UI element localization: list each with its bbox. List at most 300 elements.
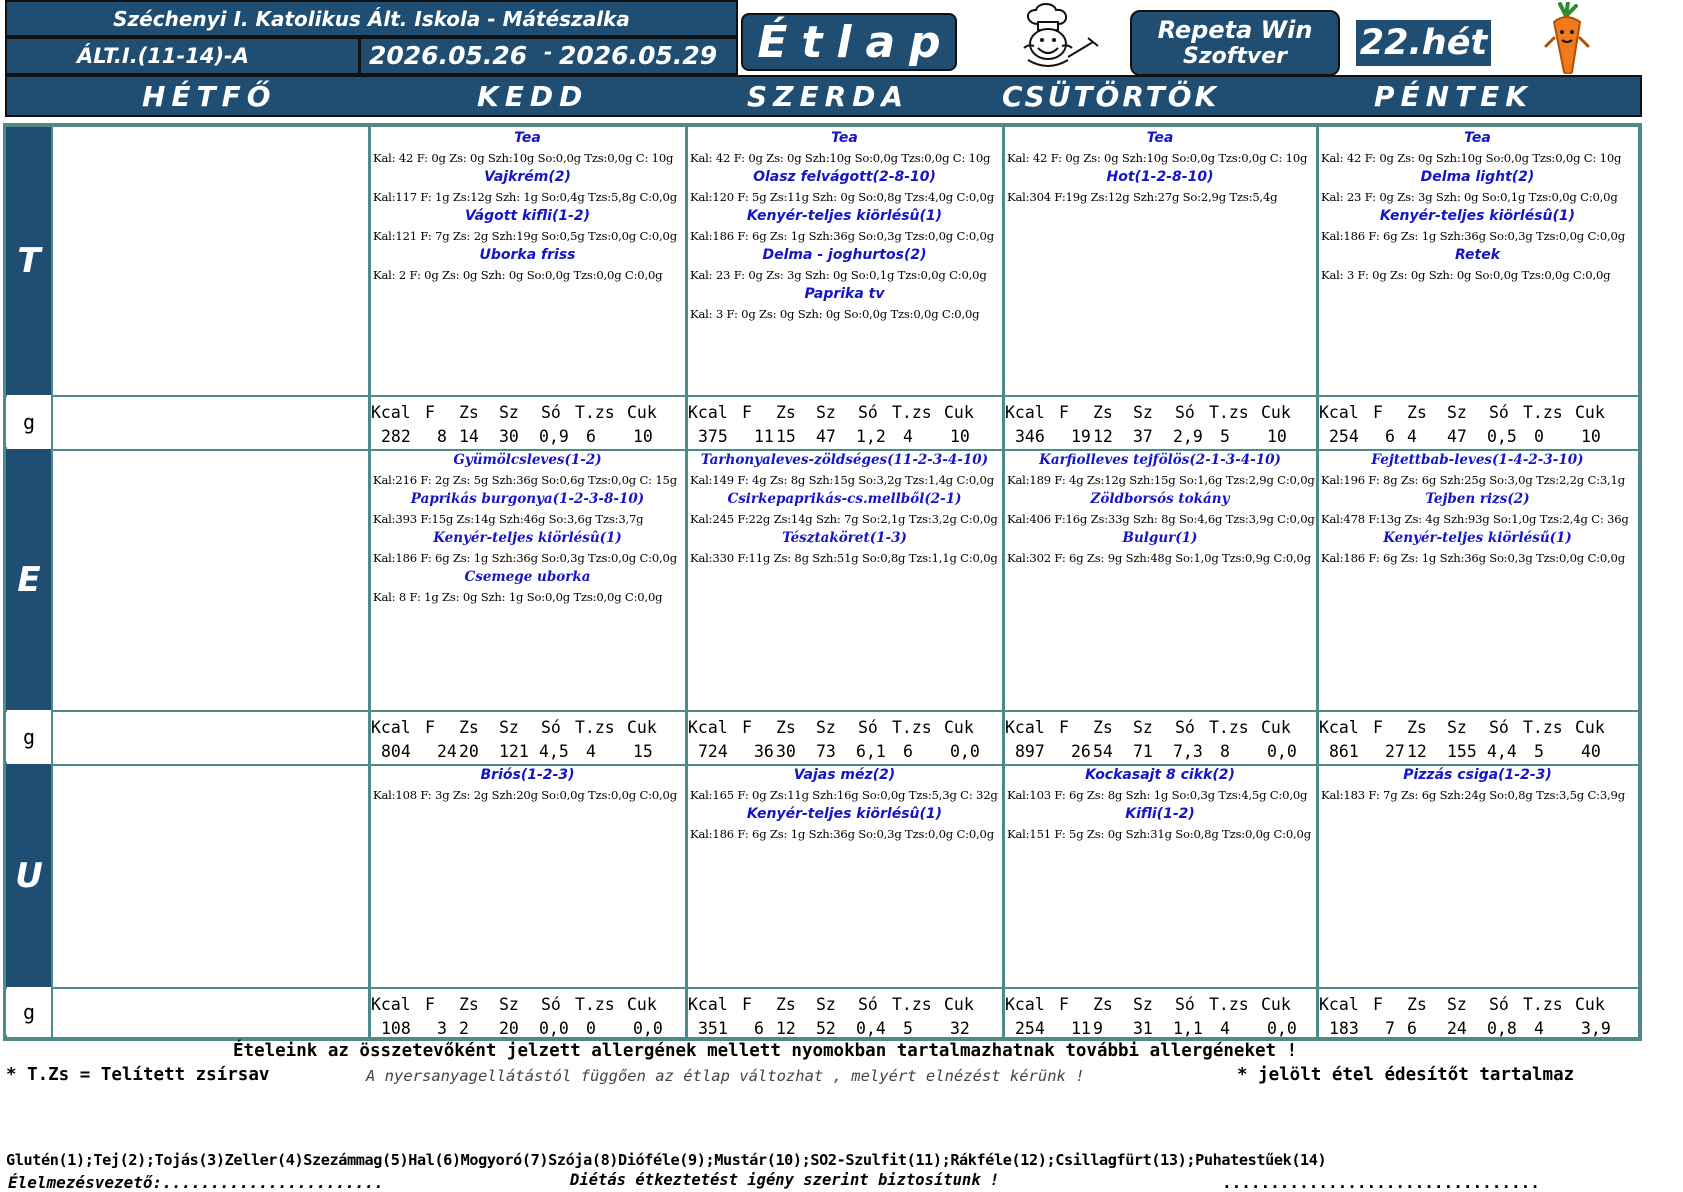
- totals-value-cell: 724: [698, 742, 728, 761]
- dish-name: Retek: [1454, 247, 1501, 263]
- totals-header-cell: T.zs: [1523, 995, 1563, 1014]
- totals-value-cell: 27: [1385, 742, 1405, 761]
- week-box: [1356, 20, 1491, 66]
- day-menu-cell: [371, 127, 684, 395]
- nutrition-info: Kal:108 F: 3g Zs: 2g Szh:20g So:0,0g Tzs:0,0g C:0,0g: [373, 788, 677, 802]
- totals-value-cell: 861: [1329, 742, 1359, 761]
- diet-note: Diétás étkeztetést igény szerint biztosítunk !: [570, 1171, 1000, 1189]
- dish-name: Kenyér-teljes kiörlésű(1): [1383, 530, 1572, 546]
- totals-header-row: [1319, 401, 1636, 425]
- totals-value-cell: 0,8: [1487, 1019, 1517, 1038]
- daily-totals: [1319, 401, 1636, 449]
- totals-value-cell: 0,5: [1487, 427, 1517, 446]
- nutrition-info: Kal:186 F: 6g Zs: 1g Szh:36g So:0,3g Tzs:0,0g C:0,0g: [690, 229, 994, 243]
- menu-item: [688, 246, 1001, 285]
- totals-header-cell: Kcal: [1005, 403, 1045, 422]
- totals-value-cell: 375: [698, 427, 728, 446]
- totals-header-row: [1319, 993, 1636, 1017]
- totals-value-cell: 31: [1133, 1019, 1153, 1038]
- menu-item: [1319, 246, 1636, 285]
- totals-header-cell: F: [425, 718, 435, 737]
- totals-header-cell: Zs: [1093, 718, 1113, 737]
- totals-header-cell: T.zs: [575, 718, 615, 737]
- dish-name: Kenyér-teljes kiörlésû(1): [433, 530, 622, 546]
- dish-name: Kenyér-teljes kiörlésû(1): [746, 806, 943, 822]
- column-divider: [51, 127, 53, 1037]
- dish-name: Tea: [1146, 130, 1174, 146]
- totals-value-cell: 5: [903, 1019, 913, 1038]
- allergen-list: Glutén(1);Tej(2);Tojás(3)Zeller(4)Szezámmag(5)Hal(6)Mogyoró(7)Szója(8)Dióféle(9);Mustár(10);SO2-Szulfit(11);Rákféle(12);Csillagfürt(13);Puhatestűek(14): [6, 1151, 1327, 1169]
- nutrition-info: Kal:121 F: 7g Zs: 2g Szh:19g So:0,5g Tzs:0,0g C:0,0g: [373, 229, 677, 243]
- totals-value-row: [688, 1017, 1001, 1041]
- menu-item: [688, 129, 1001, 168]
- nutrition-info: Kal: 3 F: 0g Zs: 0g Szh: 0g So:0,0g Tzs:0,0g C:0,0g: [690, 307, 980, 321]
- menu-item: [688, 766, 1001, 805]
- menu-item: [1005, 451, 1315, 490]
- day-header-bar: [5, 75, 1642, 117]
- column-divider: [368, 127, 371, 1037]
- dish-name: Paprika tv: [804, 286, 885, 302]
- nutrition-info: Kal:330 F:11g Zs: 8g Szh:51g So:0,8g Tzs:1,1g C:0,0g: [690, 551, 998, 565]
- day-menu-cell: [1005, 127, 1315, 395]
- dish-name: Kifli(1-2): [1125, 806, 1195, 822]
- totals-header-cell: T.zs: [1209, 718, 1249, 737]
- totals-value-cell: 0,0: [1267, 1019, 1297, 1038]
- totals-header-row: [371, 993, 684, 1017]
- dish-name: Olasz felvágott(2-8-10): [753, 169, 936, 185]
- totals-value-row: [1005, 1017, 1315, 1041]
- day-menu-cell: [1319, 764, 1636, 987]
- day-menu-cell: [1005, 449, 1315, 710]
- nutrition-info: Kal:117 F: 1g Zs:12g Szh: 1g So:0,4g Tzs:5,8g C:0,0g: [373, 190, 677, 204]
- totals-value-cell: 47: [1447, 427, 1467, 446]
- totals-value-cell: 54: [1093, 742, 1113, 761]
- totals-header-cell: T.zs: [575, 403, 615, 422]
- totals-value-cell: 351: [698, 1019, 728, 1038]
- menu-item: [1319, 168, 1636, 207]
- totals-value-cell: 19: [1071, 427, 1091, 446]
- totals-header-cell: Sz: [499, 718, 519, 737]
- totals-header-cell: Kcal: [371, 995, 411, 1014]
- nutrition-info: Kal:186 F: 6g Zs: 1g Szh:36g So:0,3g Tzs:0,0g C:0,0g: [1321, 229, 1625, 243]
- totals-header-cell: Zs: [459, 403, 479, 422]
- nutrition-info: Kal:149 F: 4g Zs: 8g Szh:15g So:3,2g Tzs:1,4g C:0,0g: [690, 473, 994, 487]
- totals-value-cell: 804: [381, 742, 411, 761]
- daily-totals: [688, 401, 1001, 449]
- totals-header-cell: Kcal: [688, 718, 728, 737]
- totals-header-cell: Só: [1175, 718, 1195, 737]
- totals-header-cell: Só: [1489, 718, 1509, 737]
- totals-value-cell: 26: [1071, 742, 1091, 761]
- daily-totals: [371, 993, 684, 1041]
- daily-totals: [1319, 993, 1636, 1041]
- totals-value-cell: 20: [499, 1019, 519, 1038]
- totals-header-cell: Kcal: [1319, 403, 1359, 422]
- totals-header-cell: Cuk: [944, 995, 974, 1014]
- title-box: [741, 13, 957, 71]
- totals-value-cell: 52: [816, 1019, 836, 1038]
- totals-value-cell: 1,1: [1173, 1019, 1203, 1038]
- dish-name: Delma light(2): [1420, 169, 1535, 185]
- totals-value-cell: 6,1: [856, 742, 886, 761]
- totals-value-cell: 0: [586, 1019, 596, 1038]
- row-divider: [52, 987, 1638, 989]
- totals-header-cell: T.zs: [892, 718, 932, 737]
- totals-header-cell: Sz: [1447, 718, 1467, 737]
- totals-value-row: [371, 1017, 684, 1041]
- nutrition-info: Kal: 23 F: 0g Zs: 3g Szh: 0g So:0,1g Tzs:0,0g C:0,0g: [690, 268, 987, 282]
- totals-header-cell: T.zs: [1523, 718, 1563, 737]
- totals-value-cell: 11: [1071, 1019, 1091, 1038]
- day-header-thu: CSÜTÖRTÖK: [1002, 80, 1220, 113]
- totals-header-cell: Só: [1175, 995, 1195, 1014]
- menu-item: [1319, 207, 1636, 246]
- daily-totals: [371, 716, 684, 764]
- dish-name: Zöldborsós tokány: [1090, 491, 1230, 507]
- totals-value-cell: 32: [950, 1019, 970, 1038]
- totals-header-cell: T.zs: [1209, 995, 1249, 1014]
- totals-header-cell: Cuk: [1575, 995, 1605, 1014]
- totals-header-cell: Kcal: [371, 403, 411, 422]
- totals-value-cell: 4: [903, 427, 913, 446]
- totals-header-cell: Cuk: [1261, 995, 1291, 1014]
- menu-item: [688, 451, 1001, 490]
- totals-value-cell: 12: [1407, 742, 1427, 761]
- totals-header-cell: Sz: [1447, 995, 1467, 1014]
- dish-name: Tésztaköret(1-3): [782, 530, 907, 546]
- menu-item: [1319, 129, 1636, 168]
- column-divider: [1316, 127, 1319, 1037]
- change-note: A nyersanyagellátástól függően az étlap változhat , melyért elnézést kérünk !: [366, 1067, 1085, 1085]
- day-header-wed: SZERDA: [747, 80, 910, 113]
- totals-value-row: [1319, 740, 1636, 764]
- totals-value-cell: 10: [950, 427, 970, 446]
- totals-header-row: [1005, 993, 1315, 1017]
- totals-value-cell: 282: [381, 427, 411, 446]
- totals-header-cell: Sz: [1447, 403, 1467, 422]
- day-menu-cell: [54, 449, 367, 710]
- dish-name: Csirkepaprikás-cs.mellből(2-1): [727, 491, 962, 507]
- totals-header-cell: Zs: [1093, 403, 1113, 422]
- totals-value-row: [1005, 740, 1315, 764]
- totals-value-cell: 6: [1407, 1019, 1417, 1038]
- menu-item: [1319, 766, 1636, 805]
- totals-header-cell: Cuk: [944, 718, 974, 737]
- nutrition-info: Kal:245 F:22g Zs:14g Szh: 7g So:2,1g Tzs:3,2g C:0,0g: [690, 512, 998, 526]
- nutrition-info: Kal: 42 F: 0g Zs: 0g Szh:10g So:0,0g Tzs:0,0g C: 10g: [690, 151, 991, 165]
- totals-value-cell: 15: [776, 427, 796, 446]
- daily-totals: [688, 993, 1001, 1041]
- totals-value-cell: 1,2: [856, 427, 886, 446]
- totals-value-cell: 47: [816, 427, 836, 446]
- totals-value-cell: 254: [1329, 427, 1359, 446]
- totals-header-cell: T.zs: [892, 403, 932, 422]
- dish-name: Vajas méz(2): [793, 767, 896, 783]
- nutrition-info: Kal:196 F: 8g Zs: 6g Szh:25g So:3,0g Tzs:2,2g C:3,1g: [1321, 473, 1625, 487]
- menu-item: [371, 529, 684, 568]
- row-divider: [52, 395, 1638, 397]
- totals-header-cell: Sz: [499, 995, 519, 1014]
- totals-header-cell: Cuk: [1575, 718, 1605, 737]
- totals-value-cell: 2,9: [1173, 427, 1203, 446]
- nutrition-info: Kal:186 F: 6g Zs: 1g Szh:36g So:0,3g Tzs:0,0g C:0,0g: [1321, 551, 1625, 565]
- totals-value-cell: 4,5: [539, 742, 569, 761]
- totals-header-row: [1319, 716, 1636, 740]
- totals-header-cell: Cuk: [627, 995, 657, 1014]
- dish-name: Gyümölcsleves(1-2): [453, 452, 602, 468]
- totals-header-cell: T.zs: [892, 995, 932, 1014]
- totals-header-cell: Kcal: [371, 718, 411, 737]
- totals-value-row: [1319, 425, 1636, 449]
- totals-header-cell: F: [1373, 995, 1383, 1014]
- totals-value-cell: 183: [1329, 1019, 1359, 1038]
- totals-value-cell: 12: [1093, 427, 1113, 446]
- nutrition-info: Kal:183 F: 7g Zs: 6g Szh:24g So:0,8g Tzs:3,5g C:3,9g: [1321, 788, 1625, 802]
- nutrition-info: Kal:406 F:16g Zs:33g Szh: 8g So:4,6g Tzs:3,9g C:0,0g: [1007, 512, 1315, 526]
- nutrition-info: Kal: 2 F: 0g Zs: 0g Szh: 0g So:0,0g Tzs:0,0g C:0,0g: [373, 268, 663, 282]
- menu-item: [371, 207, 684, 246]
- dish-name: Pizzás csiga(1-2-3): [1403, 767, 1552, 783]
- totals-header-cell: Só: [541, 403, 561, 422]
- totals-header-cell: Só: [1175, 403, 1195, 422]
- totals-unit-label: g: [6, 989, 52, 1035]
- nutrition-info: Kal:186 F: 6g Zs: 1g Szh:36g So:0,3g Tzs:0,0g C:0,0g: [690, 827, 994, 841]
- totals-header-cell: Kcal: [1319, 718, 1359, 737]
- dish-name: Tea: [831, 130, 858, 146]
- date-from: 2026.05.26: [369, 41, 528, 70]
- totals-value-cell: 0,0: [633, 1019, 663, 1038]
- totals-header-row: [1005, 401, 1315, 425]
- carrot-icon: [1542, 2, 1592, 74]
- signature-line: .................................: [1222, 1173, 1540, 1192]
- totals-header-cell: Sz: [1133, 718, 1153, 737]
- day-menu-cell: [54, 127, 367, 395]
- totals-header-row: [688, 993, 1001, 1017]
- day-menu-cell: [1319, 127, 1636, 395]
- dish-name: Tea: [514, 130, 541, 146]
- dish-name: Hot(1-2-8-10): [1106, 169, 1214, 185]
- dish-name: Vajkrém(2): [484, 169, 571, 185]
- day-menu-cell: [1319, 449, 1636, 710]
- totals-header-cell: Cuk: [1261, 718, 1291, 737]
- totals-value-cell: 24: [437, 742, 457, 761]
- totals-value-cell: 6: [1385, 427, 1395, 446]
- totals-header-row: [371, 401, 684, 425]
- day-menu-cell: [54, 764, 367, 987]
- totals-header-cell: Zs: [776, 995, 796, 1014]
- daily-totals: [371, 401, 684, 449]
- totals-header-cell: T.zs: [575, 995, 615, 1014]
- totals-header-cell: Zs: [1407, 403, 1427, 422]
- totals-header-cell: Cuk: [627, 718, 657, 737]
- column-divider: [685, 127, 688, 1037]
- meal-label: E: [6, 449, 52, 710]
- totals-header-row: [688, 401, 1001, 425]
- nutrition-info: Kal: 42 F: 0g Zs: 0g Szh:10g So:0,0g Tzs:0,0g C: 10g: [1007, 151, 1308, 165]
- software-line1: Repeta Win: [1157, 16, 1313, 44]
- totals-header-cell: Só: [1489, 403, 1509, 422]
- sweetener-note: * jelölt étel édesítőt tartalmaz: [1237, 1065, 1575, 1085]
- totals-header-cell: F: [1373, 403, 1383, 422]
- totals-header-cell: Sz: [1133, 403, 1153, 422]
- totals-value-cell: 9: [1093, 1019, 1103, 1038]
- totals-header-cell: Zs: [776, 718, 796, 737]
- totals-value-cell: 3,9: [1581, 1019, 1611, 1038]
- totals-value-cell: 0,9: [539, 427, 569, 446]
- totals-value-cell: 7,3: [1173, 742, 1203, 761]
- group-box: [5, 37, 360, 75]
- totals-header-cell: Sz: [499, 403, 519, 422]
- totals-value-cell: 37: [1133, 427, 1153, 446]
- daily-totals: [688, 716, 1001, 764]
- totals-value-row: [371, 425, 684, 449]
- totals-value-cell: 36: [754, 742, 774, 761]
- dish-name: Delma - joghurtos(2): [762, 247, 927, 263]
- day-header-tue: KEDD: [477, 80, 589, 113]
- totals-header-row: [1005, 716, 1315, 740]
- totals-value-cell: 4: [1220, 1019, 1230, 1038]
- nutrition-info: Kal:151 F: 5g Zs: 0g Szh:31g So:0,8g Tzs:0,0g C:0,0g: [1007, 827, 1311, 841]
- totals-value-cell: 346: [1015, 427, 1045, 446]
- totals-header-cell: Só: [541, 718, 561, 737]
- dish-name: Csemege uborka: [464, 569, 591, 585]
- totals-header-cell: F: [742, 995, 752, 1014]
- menu-item: [371, 490, 684, 529]
- totals-header-cell: Kcal: [1005, 995, 1045, 1014]
- menu-item: [1319, 451, 1636, 490]
- school-name: Széchenyi I. Katolikus Ált. Iskola - Mátészalka: [113, 7, 630, 31]
- group-code: ÁLT.I.(11-14)-A: [77, 44, 250, 68]
- totals-header-cell: Sz: [816, 995, 836, 1014]
- daily-totals: [1005, 993, 1315, 1041]
- nutrition-info: Kal:478 F:13g Zs: 4g Szh:93g So:1,0g Tzs:2,4g C: 36g: [1321, 512, 1629, 526]
- nutrition-info: Kal:103 F: 6g Zs: 8g Szh: 1g So:0,3g Tzs:4,5g C:0,0g: [1007, 788, 1308, 802]
- totals-unit-label: g: [6, 712, 52, 762]
- school-name-bar: [5, 0, 738, 37]
- totals-value-cell: 14: [459, 427, 479, 446]
- totals-header-cell: Só: [541, 995, 561, 1014]
- totals-header-row: [371, 716, 684, 740]
- menu-item: [371, 451, 684, 490]
- day-menu-cell: [688, 127, 1001, 395]
- totals-value-cell: 11: [754, 427, 774, 446]
- nutrition-info: Kal: 23 F: 0g Zs: 3g Szh: 0g So:0,1g Tzs:0,0g C:0,0g: [1321, 190, 1618, 204]
- menu-item: [1005, 766, 1315, 805]
- totals-value-cell: 0,4: [856, 1019, 886, 1038]
- totals-value-cell: 108: [381, 1019, 411, 1038]
- totals-value-row: [1319, 1017, 1636, 1041]
- menu-item: [371, 568, 684, 607]
- page-title: Étlap: [757, 16, 955, 68]
- totals-header-cell: Só: [858, 995, 878, 1014]
- day-menu-cell: [688, 764, 1001, 987]
- dish-name: Karfiolleves tejfölös(2-1-3-4-10): [1039, 452, 1281, 468]
- totals-value-cell: 10: [633, 427, 653, 446]
- totals-value-cell: 6: [586, 427, 596, 446]
- totals-value-cell: 20: [459, 742, 479, 761]
- totals-header-cell: Zs: [1093, 995, 1113, 1014]
- totals-header-cell: Cuk: [627, 403, 657, 422]
- totals-value-cell: 8: [1220, 742, 1230, 761]
- totals-header-cell: Zs: [1407, 718, 1427, 737]
- totals-value-cell: 0,0: [1267, 742, 1297, 761]
- daily-totals: [1005, 401, 1315, 449]
- totals-value-cell: 12: [776, 1019, 796, 1038]
- tzs-note: * T.Zs = Telített zsírsav: [6, 1065, 270, 1085]
- totals-value-cell: 121: [499, 742, 529, 761]
- nutrition-info: Kal: 42 F: 0g Zs: 0g Szh:10g So:0,0g Tzs:0,0g C: 10g: [373, 151, 674, 165]
- dish-name: Vágott kifli(1-2): [464, 208, 591, 224]
- dish-name: Kockasajt 8 cikk(2): [1085, 767, 1235, 783]
- totals-value-cell: 3: [437, 1019, 447, 1038]
- menu-item: [688, 490, 1001, 529]
- totals-header-cell: Kcal: [1319, 995, 1359, 1014]
- dish-name: Paprikás burgonya(1-2-3-8-10): [410, 491, 645, 507]
- totals-value-cell: 8: [437, 427, 447, 446]
- totals-value-cell: 4: [1534, 1019, 1544, 1038]
- totals-header-cell: T.zs: [1523, 403, 1563, 422]
- dish-name: Fejtettbab-leves(1-4-2-3-10): [1371, 452, 1584, 468]
- dish-name: Tejben rizs(2): [1425, 491, 1530, 507]
- totals-value-cell: 5: [1534, 742, 1544, 761]
- row-divider: [52, 710, 1638, 712]
- totals-value-cell: 0,0: [539, 1019, 569, 1038]
- totals-value-cell: 2: [459, 1019, 469, 1038]
- totals-value-cell: 5: [1220, 427, 1230, 446]
- totals-header-cell: Cuk: [1261, 403, 1291, 422]
- totals-value-row: [688, 740, 1001, 764]
- totals-value-cell: 10: [1267, 427, 1287, 446]
- totals-value-cell: 6: [754, 1019, 764, 1038]
- totals-header-row: [688, 716, 1001, 740]
- menu-item: [1319, 490, 1636, 529]
- totals-header-cell: F: [1059, 995, 1069, 1014]
- column-divider: [1002, 127, 1005, 1037]
- menu-item: [1005, 529, 1315, 568]
- totals-header-cell: Sz: [1133, 995, 1153, 1014]
- totals-value-row: [371, 740, 684, 764]
- nutrition-info: Kal: 8 F: 1g Zs: 0g Szh: 1g So:0,0g Tzs:0,0g C:0,0g: [373, 590, 663, 604]
- totals-value-cell: 71: [1133, 742, 1153, 761]
- meal-label: T: [6, 127, 52, 395]
- totals-value-cell: 24: [1447, 1019, 1467, 1038]
- totals-value-cell: 4: [586, 742, 596, 761]
- totals-header-cell: T.zs: [1209, 403, 1249, 422]
- day-header-mon: HÉTFŐ: [142, 80, 277, 113]
- dish-name: Kenyér-teljes kiörlésû(1): [1379, 208, 1576, 224]
- totals-header-cell: Só: [858, 718, 878, 737]
- dish-name: Briós(1-2-3): [480, 767, 575, 783]
- software-line2: Szoftver: [1183, 44, 1287, 69]
- date-to: 2026.05.29: [559, 41, 718, 70]
- dish-name: Uborka friss: [479, 247, 576, 263]
- totals-header-cell: Kcal: [688, 995, 728, 1014]
- totals-value-cell: 897: [1015, 742, 1045, 761]
- totals-value-cell: 0: [1534, 427, 1544, 446]
- dish-name: Tea: [1464, 130, 1491, 146]
- totals-value-cell: 7: [1385, 1019, 1395, 1038]
- nutrition-info: Kal:120 F: 5g Zs:11g Szh: 0g So:0,8g Tzs:4,0g C:0,0g: [690, 190, 994, 204]
- totals-header-cell: Kcal: [688, 403, 728, 422]
- totals-value-cell: 0,0: [950, 742, 980, 761]
- meal-label: U: [6, 764, 52, 987]
- totals-header-cell: Cuk: [944, 403, 974, 422]
- totals-header-cell: Sz: [816, 403, 836, 422]
- day-menu-cell: [371, 764, 684, 987]
- menu-item: [371, 168, 684, 207]
- totals-value-cell: 254: [1015, 1019, 1045, 1038]
- dish-name: Bulgur(1): [1122, 530, 1198, 546]
